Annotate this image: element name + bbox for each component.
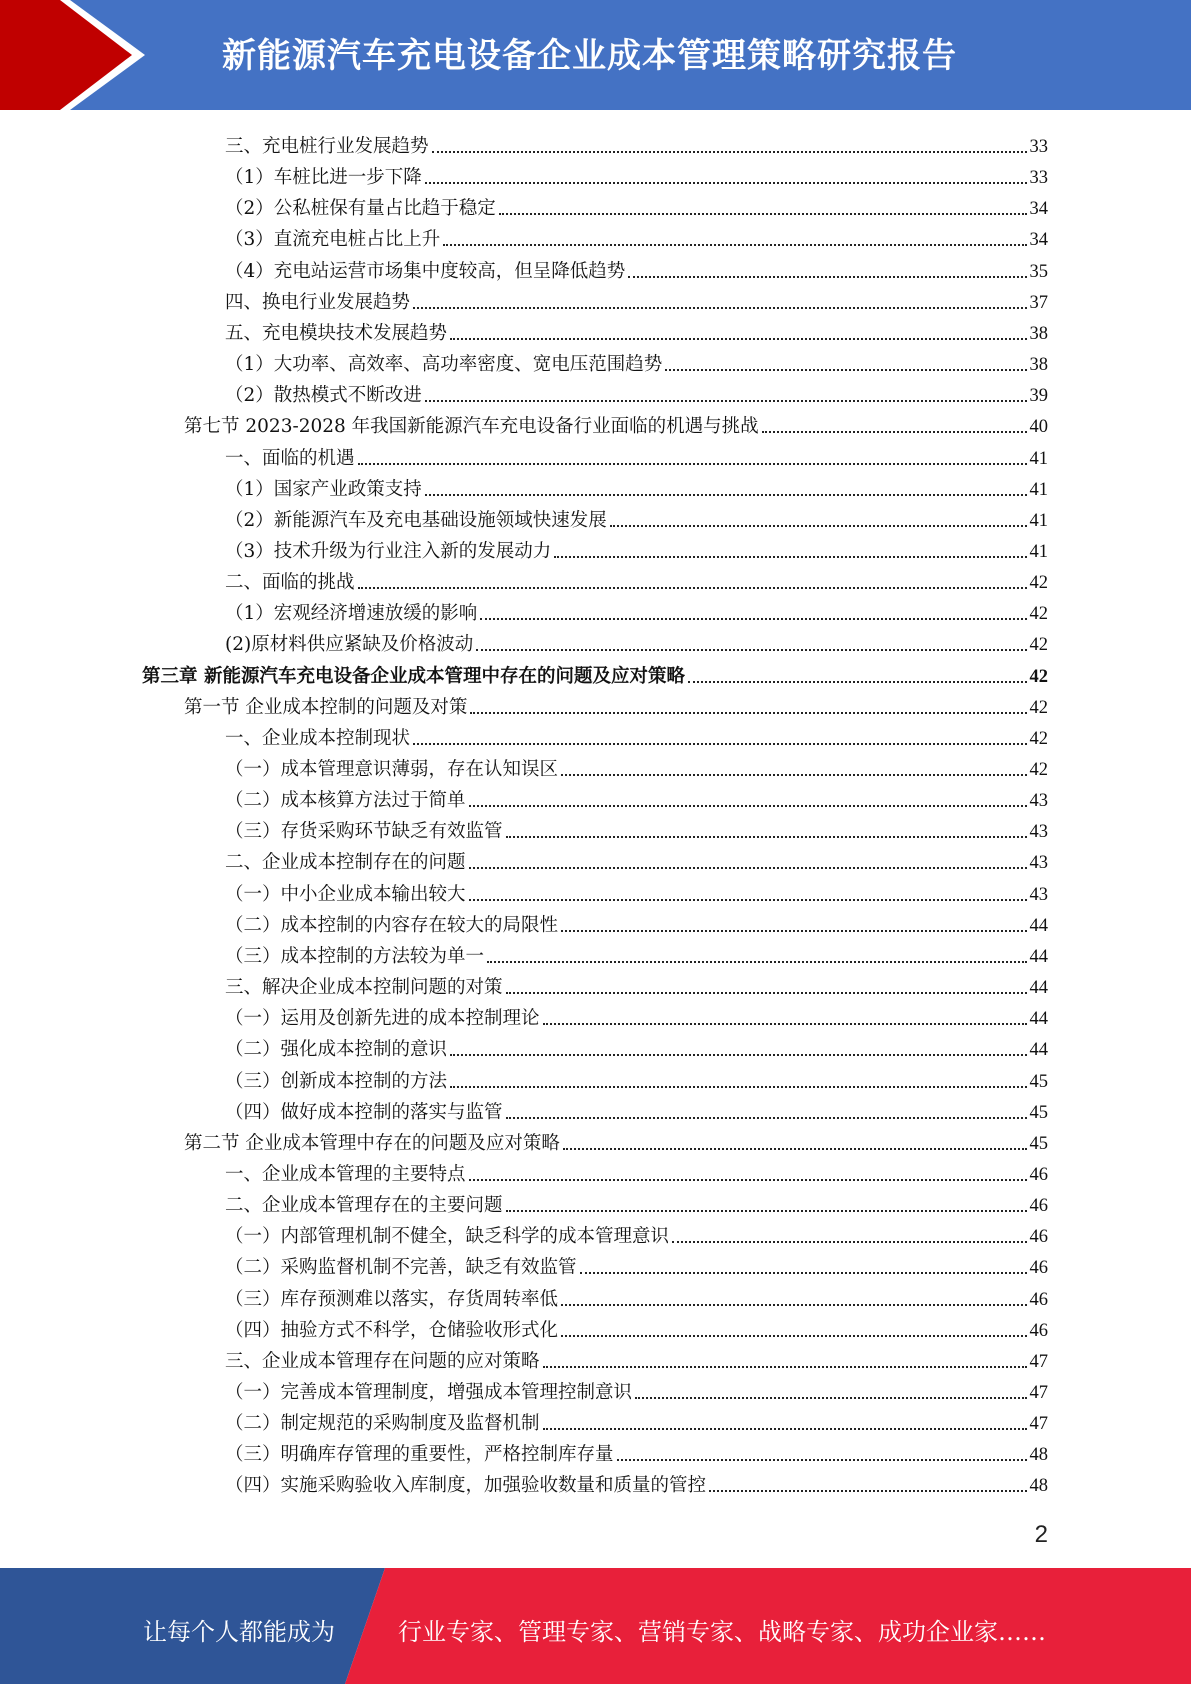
toc-entry[interactable]	[225, 377, 1048, 408]
toc-dot-leader	[443, 244, 1026, 246]
toc-entry-title: （二）成本控制的内容存在较大的局限性	[225, 915, 559, 936]
toc-entry-title: （1）国家产业政策支持	[225, 479, 422, 500]
toc-entry[interactable]	[225, 533, 1048, 564]
toc-entry-page: 42	[1029, 604, 1048, 624]
toc-entry-page: 43	[1029, 822, 1048, 842]
toc-entry-page: 48	[1029, 1445, 1048, 1465]
toc-entry-page: 44	[1029, 947, 1048, 967]
toc-entry[interactable]	[225, 1436, 1048, 1467]
toc-entry[interactable]	[225, 1312, 1048, 1343]
toc-entry-page: 40	[1029, 417, 1048, 437]
toc-dot-leader	[543, 1428, 1027, 1430]
toc-dot-leader	[506, 992, 1027, 994]
toc-entry-page: 46	[1029, 1258, 1048, 1278]
toc-entry-page: 47	[1029, 1383, 1048, 1403]
toc-entry[interactable]	[225, 315, 1048, 346]
toc-entry-title: 三、充电桩行业发展趋势	[225, 136, 429, 157]
toc-entry-page: 46	[1029, 1290, 1048, 1310]
toc-entry-title: 五、充电模块技术发展趋势	[225, 323, 448, 344]
toc-entry-title: （1）大功率、高效率、高功率密度、宽电压范围趋势	[225, 354, 663, 375]
footer-slogan-left: 让每个人都能成为	[143, 1618, 335, 1646]
toc-dot-leader	[469, 867, 1027, 869]
toc-dot-leader	[476, 649, 1026, 651]
toc-entry-title: （1）宏观经济增速放缓的影响	[225, 603, 478, 624]
toc-entry[interactable]	[225, 1249, 1048, 1280]
toc-dot-leader	[543, 1023, 1027, 1025]
toc-entry[interactable]	[225, 938, 1048, 969]
toc-entry-page: 42	[1029, 667, 1048, 687]
header-chevron-icon	[0, 0, 170, 110]
toc-dot-leader	[561, 930, 1026, 932]
toc-entry-title: （一）内部管理机制不健全，缺乏科学的成本管理意识	[225, 1226, 670, 1247]
toc-entry-title: 一、面临的机遇	[225, 448, 355, 469]
toc-entry[interactable]	[225, 1063, 1048, 1094]
toc-entry-title: 三、解决企业成本控制问题的对策	[225, 977, 503, 998]
toc-dot-leader	[413, 743, 1026, 745]
toc-entry[interactable]	[225, 844, 1048, 875]
toc-dot-leader	[610, 525, 1027, 527]
toc-entry-page: 46	[1029, 1227, 1048, 1247]
toc-entry[interactable]	[225, 502, 1048, 533]
toc-entry-title: 四、换电行业发展趋势	[225, 292, 411, 313]
page-header	[0, 0, 1191, 110]
toc-entry[interactable]	[225, 1405, 1048, 1436]
toc-entry-title: （三）存货采购环节缺乏有效监管	[225, 821, 503, 842]
toc-dot-leader	[506, 836, 1027, 838]
toc-entry-title: 第二节 企业成本管理中存在的问题及应对策略	[184, 1133, 560, 1154]
toc-dot-leader	[672, 1241, 1026, 1243]
toc-entry-page: 38	[1029, 324, 1048, 344]
toc-entry-title: （三）创新成本控制的方法	[225, 1071, 448, 1092]
toc-dot-leader	[561, 774, 1026, 776]
toc-dot-leader	[563, 1148, 1027, 1150]
toc-dot-leader	[688, 681, 1027, 683]
toc-entry-page: 34	[1029, 230, 1048, 250]
toc-entry[interactable]	[184, 408, 1048, 439]
toc-entry[interactable]	[225, 471, 1048, 502]
toc-entry[interactable]	[225, 1094, 1048, 1125]
toc-dot-leader	[635, 1397, 1026, 1399]
toc-entry[interactable]	[225, 1467, 1048, 1498]
toc-entry-title: 三、企业成本管理存在问题的应对策略	[225, 1351, 540, 1372]
toc-entry-page: 42	[1029, 729, 1048, 749]
toc-entry[interactable]	[225, 128, 1048, 159]
toc-entry[interactable]	[225, 1281, 1048, 1312]
toc-entry-title: 一、企业成本控制现状	[225, 728, 411, 749]
toc-dot-leader	[470, 712, 1026, 714]
toc-entry[interactable]	[225, 564, 1048, 595]
toc-entry-title: 第三章 新能源汽车充电设备企业成本管理中存在的问题及应对策略	[142, 666, 685, 687]
toc-entry-page: 46	[1029, 1196, 1048, 1216]
toc-dot-leader	[450, 1086, 1026, 1088]
toc-entry-page: 42	[1029, 573, 1048, 593]
toc-entry-page: 38	[1029, 355, 1048, 375]
toc-entry[interactable]	[225, 1031, 1048, 1062]
toc-dot-leader	[499, 213, 1027, 215]
toc-dot-leader	[358, 463, 1027, 465]
toc-entry-page: 45	[1029, 1072, 1048, 1092]
toc-dot-leader	[480, 618, 1026, 620]
toc-dot-leader	[628, 276, 1026, 278]
toc-entry-page: 44	[1029, 978, 1048, 998]
toc-entry-title: （四）实施采购验收入库制度，加强验收数量和质量的管控	[225, 1475, 707, 1496]
toc-entry[interactable]	[225, 969, 1048, 1000]
toc-entry-page: 43	[1029, 791, 1048, 811]
toc-entry-page: 46	[1029, 1165, 1048, 1185]
toc-entry[interactable]	[225, 284, 1048, 315]
toc-dot-leader	[469, 899, 1027, 901]
toc-entry[interactable]	[225, 253, 1048, 284]
toc-entry-title: （二）采购监督机制不完善，缺乏有效监管	[225, 1257, 577, 1278]
toc-entry-title: （4）充电站运营市场集中度较高，但呈降低趋势	[225, 261, 626, 282]
toc-entry[interactable]	[225, 782, 1048, 813]
toc-entry[interactable]	[142, 658, 1048, 689]
toc-entry-title: （2）新能源汽车及充电基础设施领域快速发展	[225, 510, 607, 531]
toc-dot-leader	[487, 961, 1026, 963]
toc-entry-page: 48	[1029, 1476, 1048, 1496]
toc-entry-title: （3）直流充电桩占比上升	[225, 229, 441, 250]
toc-entry[interactable]	[225, 1000, 1048, 1031]
toc-entry-page: 39	[1029, 386, 1048, 406]
toc-entry-page: 47	[1029, 1414, 1048, 1434]
toc-entry-title: 第七节 2023-2028 年我国新能源汽车充电设备行业面临的机遇与挑战	[184, 416, 759, 437]
toc-entry-page: 41	[1029, 480, 1048, 500]
toc-entry-title: 第一节 企业成本控制的问题及对策	[184, 697, 468, 718]
toc-dot-leader	[665, 369, 1026, 371]
toc-entry-page: 35	[1029, 262, 1048, 282]
toc-entry-title: （一）完善成本管理制度，增强成本管理控制意识	[225, 1382, 633, 1403]
toc-dot-leader	[469, 805, 1027, 807]
toc-entry[interactable]	[225, 1343, 1048, 1374]
toc-entry[interactable]	[225, 221, 1048, 252]
toc-entry-page: 44	[1029, 1009, 1048, 1029]
toc-entry-page: 44	[1029, 916, 1048, 936]
toc-dot-leader	[543, 1366, 1027, 1368]
toc-entry[interactable]	[225, 190, 1048, 221]
toc-entry[interactable]	[225, 876, 1048, 907]
toc-entry[interactable]	[225, 907, 1048, 938]
report-title: 新能源汽车充电设备企业成本管理策略研究报告	[222, 36, 957, 76]
toc-entry-title: （一）运用及创新先进的成本控制理论	[225, 1008, 540, 1029]
toc-dot-leader	[762, 431, 1027, 433]
toc-dot-leader	[425, 494, 1027, 496]
toc-dot-leader	[506, 1117, 1027, 1119]
toc-entry-title: 二、企业成本管理存在的主要问题	[225, 1195, 503, 1216]
toc-entry-page: 33	[1029, 137, 1048, 157]
toc-entry-title: （1）车桩比进一步下降	[225, 167, 422, 188]
toc-entry-title: 二、面临的挑战	[225, 572, 355, 593]
toc-dot-leader	[469, 1179, 1027, 1181]
toc-entry-page: 41	[1029, 511, 1048, 531]
toc-entry-title: (2)原材料供应紧缺及价格波动	[225, 634, 474, 655]
toc-entry-page: 44	[1029, 1040, 1048, 1060]
toc-entry[interactable]	[225, 440, 1048, 471]
toc-entry-page: 42	[1029, 760, 1048, 780]
toc-entry-title: 一、企业成本管理的主要特点	[225, 1164, 466, 1185]
page-number: 2	[1034, 1521, 1048, 1548]
toc-entry[interactable]	[225, 1374, 1048, 1405]
toc-entry-title: （一）成本管理意识薄弱，存在认知误区	[225, 759, 559, 780]
toc-entry[interactable]	[225, 813, 1048, 844]
toc-entry-title: （三）成本控制的方法较为单一	[225, 946, 485, 967]
toc-dot-leader	[617, 1459, 1027, 1461]
toc-entry-page: 42	[1029, 635, 1048, 655]
toc-entry[interactable]	[225, 1156, 1048, 1187]
toc-entry[interactable]	[225, 626, 1048, 657]
toc-dot-leader	[709, 1490, 1026, 1492]
toc-entry-page: 34	[1029, 199, 1048, 219]
toc-entry-title: （2）散热模式不断改进	[225, 385, 422, 406]
toc-dot-leader	[450, 338, 1026, 340]
toc-entry-title: 二、企业成本控制存在的问题	[225, 852, 466, 873]
toc-dot-leader	[561, 1304, 1026, 1306]
toc-entry-page: 42	[1029, 698, 1048, 718]
toc-entry-title: （三）库存预测难以落实，存货周转率低	[225, 1289, 559, 1310]
toc-dot-leader	[358, 587, 1027, 589]
toc-entry-page: 43	[1029, 885, 1048, 905]
toc-entry[interactable]	[225, 346, 1048, 377]
toc-entry[interactable]	[225, 595, 1048, 626]
footer-slogan-right: 行业专家、管理专家、营销专家、战略专家、成功企业家……	[398, 1618, 1046, 1646]
toc-dot-leader	[561, 1335, 1026, 1337]
toc-entry[interactable]	[225, 1187, 1048, 1218]
toc-entry[interactable]	[225, 751, 1048, 782]
toc-entry[interactable]	[184, 1125, 1048, 1156]
toc-entry-title: （二）制定规范的采购制度及监督机制	[225, 1413, 540, 1434]
toc-dot-leader	[425, 182, 1027, 184]
toc-entry[interactable]	[225, 159, 1048, 190]
toc-entry[interactable]	[184, 689, 1048, 720]
toc-dot-leader	[554, 556, 1026, 558]
toc-dot-leader	[432, 151, 1027, 153]
toc-dot-leader	[450, 1054, 1026, 1056]
toc-entry-title: （四）做好成本控制的落实与监管	[225, 1102, 503, 1123]
toc-entry-page: 46	[1029, 1321, 1048, 1341]
page-footer	[0, 1568, 1191, 1684]
toc-entry-page: 41	[1029, 449, 1048, 469]
toc-entry-page: 47	[1029, 1352, 1048, 1372]
toc-entry-title: （二）强化成本控制的意识	[225, 1039, 448, 1060]
toc-dot-leader	[580, 1272, 1027, 1274]
toc-entry-page: 45	[1029, 1103, 1048, 1123]
toc-entry-page: 45	[1029, 1134, 1048, 1154]
toc-entry-page: 37	[1029, 293, 1048, 313]
toc-entry-title: （三）明确库存管理的重要性，严格控制库存量	[225, 1444, 614, 1465]
toc-entry-page: 33	[1029, 168, 1048, 188]
toc-entry[interactable]	[225, 1218, 1048, 1249]
toc-entry-page: 41	[1029, 542, 1048, 562]
toc-dot-leader	[506, 1210, 1027, 1212]
toc-dot-leader	[425, 400, 1027, 402]
toc-entry-title: （3）技术升级为行业注入新的发展动力	[225, 541, 552, 562]
toc-entry-title: （2）公私桩保有量占比趋于稳定	[225, 198, 496, 219]
toc-entry-title: （二）成本核算方法过于简单	[225, 790, 466, 811]
toc-entry[interactable]	[225, 720, 1048, 751]
toc-entry-title: （四）抽验方式不科学，仓储验收形式化	[225, 1320, 559, 1341]
toc-entry-title: （一）中小企业成本输出较大	[225, 884, 466, 905]
toc-dot-leader	[413, 307, 1026, 309]
toc-entry-page: 43	[1029, 853, 1048, 873]
